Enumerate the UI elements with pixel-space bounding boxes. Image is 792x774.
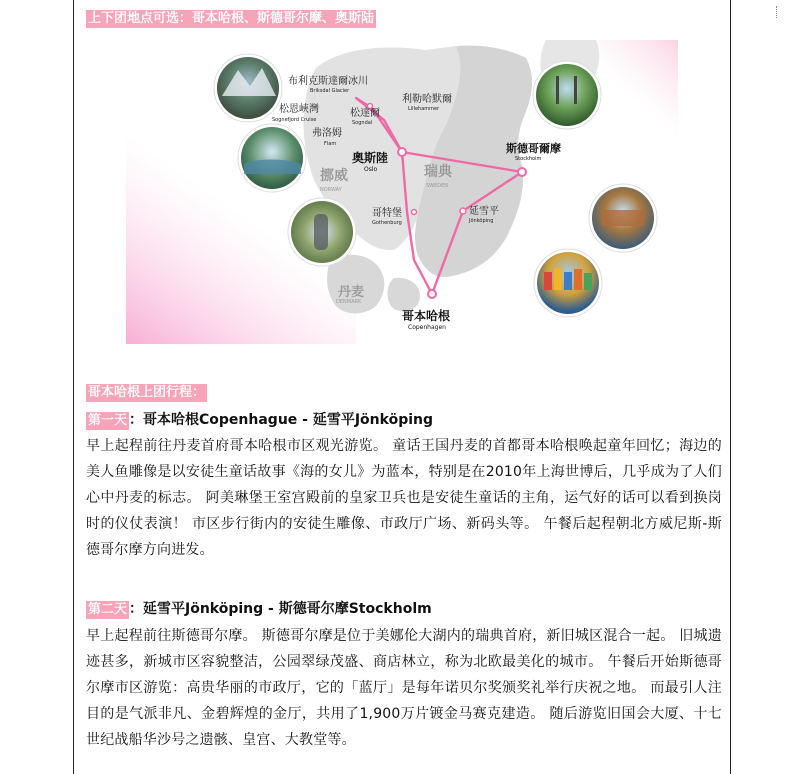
city-stockholm-label: 斯德哥爾摩 (506, 142, 561, 155)
jonkoping-marker (460, 208, 466, 214)
city-flam-en: Flam (324, 141, 337, 147)
photo-copenhagen-nyhavn (534, 249, 602, 317)
city-jonkoping-en: Jönköping (469, 218, 494, 224)
stockholm-marker (518, 168, 526, 176)
scroll-thumb[interactable] (776, 6, 779, 18)
city-briksdal-en: Briksdal Glacier (310, 88, 350, 94)
city-sogndal-label: 松達爾 (350, 108, 380, 119)
city-jonkoping-label: 延雪平 (469, 206, 499, 217)
country-sweden-label: 瑞典 (424, 164, 452, 180)
country-sweden-en: SWEDEN (426, 183, 449, 189)
document-page (73, 0, 731, 774)
day2-title: ：延雪平Jönköping - 斯德哥尔摩Stockholm (129, 601, 432, 617)
city-sognefjord-en: Sognefjord Cruise (272, 117, 317, 123)
city-oslo-label: 奥斯陸 (352, 151, 389, 165)
route-map (126, 40, 678, 344)
day2-description (86, 623, 722, 753)
city-oslo-en: Oslo (364, 166, 378, 173)
depart-locations-banner: 上下团地点可选：哥本哈根、斯德哥尔摩、奥斯陆 (88, 11, 375, 26)
route-map-svg (126, 40, 678, 344)
section-title: 哥本哈根上团行程： (88, 385, 206, 400)
city-gothenburg-en: Gothenburg (372, 220, 402, 226)
photo-lillehammer (533, 61, 601, 129)
country-norway-en: NORWAY (320, 187, 342, 193)
city-lillehammer-label: 利勒哈默爾 (402, 94, 452, 105)
day2-heading (86, 599, 432, 619)
photo-briksdal-glacier (214, 54, 282, 122)
city-lillehammer-en: Lillehammer (408, 106, 440, 112)
city-sogndal-en: Sogndal (352, 120, 373, 126)
country-denmark-label: 丹麦 (338, 285, 365, 300)
country-denmark-en: DENMARK (336, 299, 362, 305)
country-norway-label: 挪威 (320, 168, 348, 184)
day2-tag: 第二天 (88, 602, 128, 617)
day1-tag: 第一天 (88, 413, 128, 428)
photo-vigeland-sculpture (288, 198, 356, 266)
day1-text: 早上起程前往丹麦首府哥本哈根市区观光游览。 童话王国丹麦的首都哥本哈根唤起童年回忆；海边的美人鱼雕像是以安徒生童话故事《海的女儿》为蓝本，特别是在2010年上海世博后，几乎成为了人们心中丹麦的标志。 阿美琳堡王室宫殿前的皇家卫兵也是安徒生童话的主角，运气好的话可以看到换岗时的仪仗表演！ 市区步行街内的安徒生雕像、市政厅广场、新码头等。 午餐后起程朝北方威尼斯-斯德哥尔摩方向进发。 (86, 438, 722, 558)
copenhagen-marker (428, 290, 436, 298)
city-gothenburg-label: 哥特堡 (372, 208, 402, 219)
city-flam-label: 弗洛姆 (312, 128, 342, 139)
photo-sognefjord (238, 124, 306, 192)
day2-text: 早上起程前往斯德哥尔摩。 斯德哥尔摩是位于美娜伦大湖内的瑞典首府，新旧城区混合一起。 旧城遗迹甚多，新城市区容貌整洁，公园翠绿茂盛、商店林立，称为北欧最美化的城市。 午餐后开始斯德哥尔摩市区游览：高贵华丽的市政厅，它的「蓝厅」是每年诺贝尔奖颁奖礼举行庆祝之地。 而最引人注目的是气派非凡、金碧辉煌的金厅，共用了1,900万片镀金马赛克建造。 随后游览旧国会大厦、十七世纪战船华沙号之遗骸、皇宫、大教堂等。 (86, 628, 722, 748)
scrollbar-edge[interactable] (776, 0, 792, 774)
city-stockholm-en: Stockholm (515, 156, 542, 162)
day1-description (86, 433, 722, 563)
city-copenhagen-en: Copenhagen (408, 324, 446, 331)
city-sognefjord-label: 松恩峽灣 (279, 104, 319, 115)
gothenburg-marker (412, 210, 417, 215)
photo-stockholm (589, 184, 657, 252)
oslo-marker (398, 148, 406, 156)
day1-heading (86, 410, 433, 430)
city-copenhagen-label: 哥本哈根 (402, 309, 451, 323)
day1-title: ：哥本哈根Copenhague - 延雪平Jönköping (129, 412, 434, 428)
city-briksdal-label: 布利克斯達爾冰川 (288, 76, 368, 87)
